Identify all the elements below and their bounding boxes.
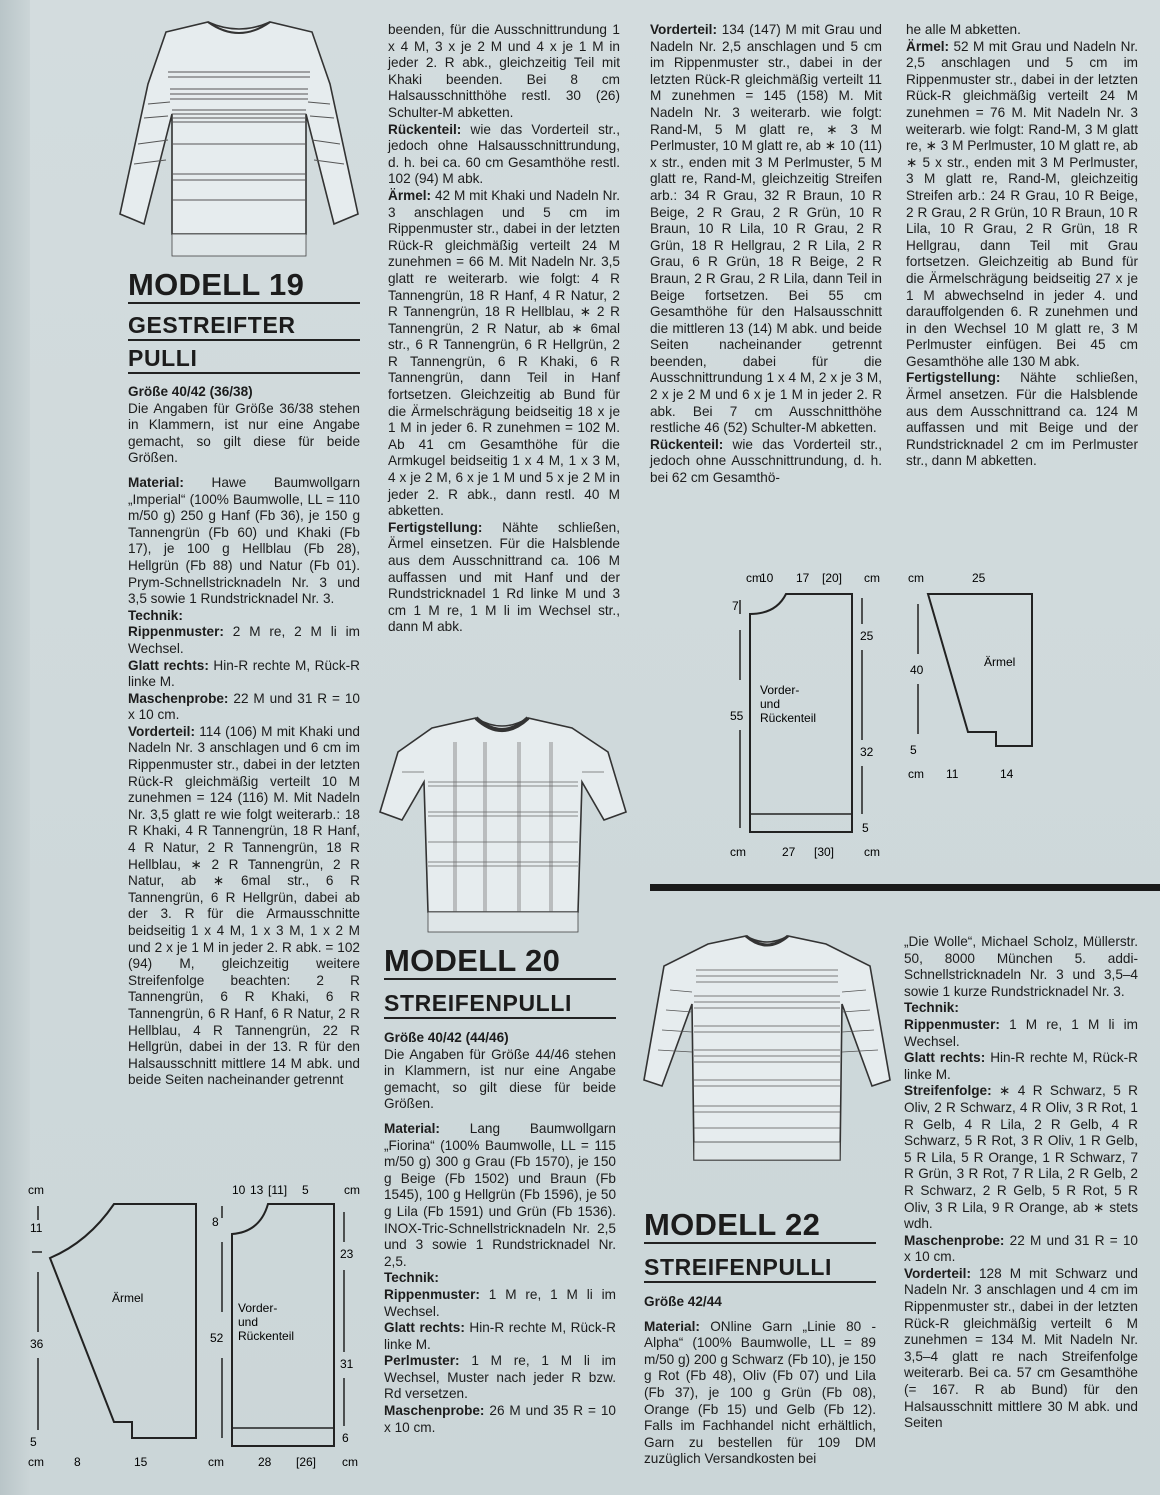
modell-20-technik-label: Technik: (384, 1270, 439, 1286)
modell-20-perl-label: Perlmuster: (384, 1353, 460, 1369)
modell-20-material: Lang Baumwollgarn „Fiorina“ (100% Baumwolle, LL = 115 m/50 g) 300 g Grau (Fb 1570), je 150 g Beige (Fb 1502) und Braun (Fb 1545), 100 g Hellgrün (Fb 1596), je 50 g Lila (Fb 1591) und Grün (Fb 1536). INOX-Tric-Schnellstricknadeln Nr. 2,5 und 3 sowie 1 Rundstricknadel Nr. 2,5. (384, 1120, 616, 1269)
sweater-22-illustration (636, 930, 898, 1170)
m19-body-label-1: Vorder- (238, 1301, 278, 1315)
modell-22-rippen: 1 M re, 1 M li im Wechsel. (904, 1016, 1138, 1049)
modell-20-perl: 1 M re, 1 M li im Wechsel, Muster nach jeder R bzw. Rd versetzen. (384, 1353, 616, 1402)
m20-body-right-bottom: 5 (862, 821, 869, 835)
m19-body-bottom-alt: [26] (296, 1455, 317, 1469)
modell-22-heading (644, 1208, 876, 1283)
modell-19-vorderteil-label: Vorderteil: (128, 723, 195, 739)
modell-20-glatt-label: Glatt rechts: (384, 1320, 465, 1336)
m20-body-t3: [20] (822, 571, 843, 585)
modell-22-material-label: Material: (644, 1318, 700, 1334)
modell-19-glatt: Hin-R rechte M, Rück-R linke M. (128, 657, 360, 690)
m19-body-bottom: 28 (258, 1455, 272, 1469)
m19-body-label-3: Rückenteil (238, 1329, 295, 1343)
modell-20-column-1 (384, 1030, 616, 1436)
modell-22-glatt-label: Glatt rechts: (904, 1050, 986, 1066)
modell-22-streifen: ∗ 4 R Schwarz, 5 R Oliv, 2 R Schwarz, 4 R Oliv, 3 R Rot, 1 R Gelb, 4 R Lila, 2 R Gelb, 4 R Schwarz, 5 R Rot, 3 R Oliv, 1 R Gelb, 5 R Lila, 5 R Orange, 1 R Schwarz, 7 R Grün, 3 R Rot, 7 R Lila, 2 R Gelb, 2 R Schwarz, 2 R Gelb, 5 R Rot, 5 R Oliv, 3 R Lila, 9 R Orange, ab ∗ stets wdh. (904, 1083, 1138, 1232)
m20-body-label-2: und (760, 697, 781, 711)
m19-sleeve-top: 11 (30, 1221, 43, 1235)
modell-20-material-label: Material: (384, 1120, 440, 1136)
m20-body-right-mid: 32 (860, 745, 874, 759)
modell-20-rippen-label: Rippenmuster: (384, 1286, 480, 1302)
m20-body-left-mid: 55 (730, 709, 744, 723)
m20-sleeve-w1: 11 (946, 767, 959, 781)
modell-19-heading (128, 268, 360, 374)
m20-sleeve-bottom: 5 (910, 743, 917, 757)
sweater-19-illustration (108, 14, 370, 266)
m20-body-label-1: Vorder- (760, 683, 800, 697)
m19-body-cm-top: cm (344, 1183, 360, 1197)
modell-19-rueckenteil-label: Rückenteil: (388, 121, 462, 137)
modell-20-column-3 (906, 22, 1138, 470)
modell-22-column-1 (644, 1294, 876, 1468)
m19-body-right-top: 23 (340, 1247, 354, 1261)
modell-19-subtitle-2: PULLI (128, 345, 360, 374)
modell-22-subtitle: STREIFENPULLI (644, 1254, 876, 1283)
modell-19-subtitle-1: GESTREIFTER (128, 312, 360, 341)
modell-20-column-2 (650, 22, 882, 487)
m20-sleeve-mid: 40 (910, 663, 924, 677)
modell-20-aermel-label: Ärmel: (906, 38, 950, 54)
m19-body-right-mid: 31 (340, 1357, 354, 1371)
modell-20-maschen: 26 M und 35 R = 10 x 10 cm. (384, 1403, 616, 1435)
m20-body-bottom-alt: [30] (814, 845, 835, 859)
modell-20-size: Größe 40/42 (44/46) (384, 1030, 509, 1045)
m19-sleeve-cm-bottom: cm (28, 1455, 44, 1469)
m20-sleeve-w2: 14 (1000, 767, 1014, 781)
modell-19-rippen: 2 M re, 2 M li im Wechsel. (128, 624, 360, 656)
modell-20-sleeve-schematic (904, 570, 1044, 784)
modell-19-material: Hawe Baumwollgarn „Imperial“ (100% Baumwolle, LL = 110 m/50 g) 250 g Hanf (Fb 36), je 150 g Tannengrün (Fb 60) und Khaki (Fb 17), je 100 g Hellblau (Fb 28), Hellgrün (Fb 88) und Natur (Fb 01). Prym-Schnellstricknadeln Nr. 3 und 3,5 sowie 1 Rundstricknadel Nr. 3. (128, 474, 361, 607)
modell-22-glatt: Hin-R rechte M, Rück-R linke M. (904, 1050, 1138, 1082)
modell-20-intro: Die Angaben für Größe 44/46 stehen in Klammern, ist nur eine Angabe gemacht, so gilt diese für beide Größen. (384, 1046, 616, 1112)
m19-sleeve-cm-top: cm (28, 1183, 44, 1197)
m19-body-cm-bottom-right: cm (342, 1455, 358, 1469)
modell-22-vorderteil-label: Vorderteil: (904, 1265, 971, 1281)
modell-19-rueckenteil: wie das Vorderteil str., jedoch ohne Halsausschnittrundung, d. h. bei ca. 60 cm Gesamthöhe restl. 102 (94) M abk. (388, 121, 620, 187)
modell-20-rueckenteil: wie das Vorderteil str., jedoch ohne Ausschnittrundung, d. h. bei 62 cm Gesamthö- (650, 436, 882, 486)
m20-body-t2: 17 (796, 571, 810, 585)
modell-20-glatt: Hin-R rechte M, Rück-R linke M. (384, 1320, 616, 1352)
modell-19-fertig: Nähte schließen, Ärmel einsetzen. Für die Halsblende aus dem Ausschnittrand ca. 106 M auffassen und mit Hanf und der Rundstricknadel 1 Rd linke M und 3 cm 1 M re, 1 M li im Wechsel str., dann M abk. (388, 519, 620, 635)
m20-body-t1: 10 (760, 571, 774, 585)
modell-19-size: Größe 40/42 (36/38) (128, 384, 253, 399)
modell-20-fertig-label: Fertigstellung: (906, 370, 1001, 386)
m19-body-t4: 5 (302, 1183, 309, 1197)
modell-22-col-right-1: „Die Wolle“, Michael Scholz, Müllerstr. 50, 8000 München 5. addi-Schnellstricknadeln Nr. 3 und 3,5–4 sowie 1 kurze Rundstricknadel Nr. 3. (904, 934, 1138, 999)
m19-body-t1: 10 (232, 1183, 246, 1197)
modell-20-fertig: Nähte schließen, Ärmel ansetzen. Für die Halsblende aus dem Ausschnittrand ca. 124 M auffassen und mit Beige und der Rundstricknadel 2 cm im Perlmuster str., dann M abketten. (906, 370, 1138, 469)
m20-sleeve-label: Ärmel (984, 655, 1016, 669)
m19-sleeve-w1: 8 (74, 1455, 81, 1469)
modell-22-rippen-label: Rippenmuster: (904, 1016, 1000, 1032)
m19-body-t3: [11] (268, 1183, 288, 1197)
modell-20-subtitle: STREIFENPULLI (384, 990, 616, 1019)
modell-20-title: MODELL 20 (384, 944, 616, 980)
modell-20-rueckenteil-label: Rückenteil: (650, 436, 724, 452)
m20-sleeve-cm-top: cm (908, 571, 924, 585)
modell-19-rippen-label: Rippenmuster: (128, 624, 224, 640)
modell-19-intro: Die Angaben für Größe 36/38 stehen in Klammern, ist nur eine Angabe gemacht, so gilt diese für beide Größen. (128, 400, 360, 466)
m20-body-bottom: 27 (782, 845, 796, 859)
modell-22-maschen-label: Maschenprobe: (904, 1232, 1005, 1248)
modell-19-material-label: Material: (128, 474, 184, 490)
modell-19-technik-label: Technik: (128, 607, 183, 623)
modell-19-col2: beenden, für die Ausschnittrundung 1 x 4 M, 3 x je 2 M und 4 x je 1 M in jeder 2. R abk., gleichzeitig Teil mit Khaki beenden. Bei 8 cm Halsausschnitthöhe restl. 30 (26) Schulter-M abketten. (388, 22, 620, 120)
m20-body-right-top: 25 (860, 629, 874, 643)
modell-19-glatt-label: Glatt rechts: (128, 657, 209, 673)
modell-19-maschen-label: Maschenprobe: (128, 690, 229, 706)
m20-body-label-3: Rückenteil (760, 711, 817, 725)
modell-22-streifen-label: Streifenfolge: (904, 1083, 992, 1099)
modell-22-size: Größe 42/44 (644, 1294, 722, 1309)
modell-19-aermel-label: Ärmel: (388, 187, 432, 203)
m20-body-left-top: 7 (732, 599, 739, 613)
m19-sleeve-label: Ärmel (112, 1291, 144, 1305)
modell-19-column-1 (128, 384, 360, 1089)
modell-19-column-2 (388, 22, 620, 636)
m19-sleeve-mid: 36 (30, 1337, 44, 1351)
m19-body-left-mid: 52 (210, 1331, 224, 1345)
modell-22-vorderteil: 128 M mit Schwarz und Nadeln Nr. 3 anschlagen und 4 cm im Rippenmuster str., dabei in der letzten Rück-R gleichmäßig verteilt 6 M zunehmen = 134 M. Mit Nadeln Nr. 3,5–4 glatt re nach Streifenfolge weiterarb. Bei ca. 57 cm Gesamthöhe (= 167. R ab Bund) für den Halsausschnitt mittlere 30 M abk. und Seiten (904, 1265, 1138, 1431)
m19-body-left-top: 8 (212, 1215, 219, 1229)
m19-body-right-bottom: 6 (342, 1431, 349, 1445)
modell-19-fertig-label: Fertigstellung: (388, 519, 483, 535)
modell-22-material: ONline Garn „Linie 80 - Alpha“ (100% Baumwolle, LL = 89 m/50 g) 200 g Schwarz (Fb 10), je 150 g Rot (Fb 48), Oliv (Fb 07) und Lila (Fb 37), je 100 g Grün (Fb 08), Orange (Fb 15) und Gelb (Fb 12). Falls im Fachhandel nicht erhältlich, Garn zu bestellen für 109 DM zuzüglich Versandkosten bei (644, 1318, 877, 1467)
m19-body-t2: 13 (250, 1183, 264, 1197)
m20-body-cm-bottom-right: cm (864, 845, 880, 859)
modell-20-heading (384, 944, 616, 1019)
modell-22-column-2 (904, 934, 1138, 1432)
modell-20-maschen-label: Maschenprobe: (384, 1403, 485, 1419)
modell-19-aermel: 42 M mit Khaki und Nadeln Nr. 3 anschlagen und 5 cm im Rippenmuster str., dabei in der letzten Rück-R gleichmäßig verteilt 24 M zunehmen = 66 M. Mit Nadeln Nr. 3,5 glatt re weiterarb. wie folgt: 4 R Tannengrün, 18 R Hanf, 4 R Natur, 2 R Tannengrün, 18 R Hellblau, ∗ 2 R Tannengrün, 2 R Natur, ab ∗ 6mal str., 6 R Tannengrün, 6 R Hellgrün, 2 R Tannengrün, 6 R Khaki, 6 R Tannengrün, dann Teil in Hanf fortsetzen. Gleichzeitig ab Bund für die Ärmelschrägung beidseitig 18 x je 1 M in jeder 6. R zunehmen = 102 M. Ab 41 cm Gesamthöhe für die Armkugel beidseitig 1 x 4 M, 1 x 3 M, 4 x je 2 M, 6 x je 1 M und 5 x je 2 M in jeder 2. R abk., dann restl. 40 M abketten. (388, 187, 620, 519)
modell-19-sleeve-schematic (28, 1182, 208, 1472)
modell-19-maschen: 22 M und 31 R = 10 x 10 cm. (128, 690, 360, 723)
m20-sleeve-top: 25 (972, 571, 986, 585)
modell-22-technik-label: Technik: (904, 1000, 959, 1016)
modell-19-body-schematic (206, 1182, 366, 1472)
section-divider (650, 884, 1160, 891)
m19-body-cm-bottom: cm (208, 1455, 224, 1469)
modell-19-title: MODELL 19 (128, 268, 360, 304)
modell-22-maschen: 22 M und 31 R = 10 x 10 cm. (904, 1232, 1138, 1265)
m20-body-cm-top: cm (746, 571, 762, 585)
m20-sleeve-cm-bottom: cm (908, 767, 924, 781)
modell-20-col4: he alle M abketten. (906, 22, 1021, 37)
sweater-20-illustration (372, 712, 634, 942)
modell-22-title: MODELL 22 (644, 1208, 876, 1244)
modell-20-body-schematic (726, 570, 886, 860)
page-edge (0, 0, 30, 1495)
m19-sleeve-w2: 15 (134, 1455, 148, 1469)
m20-body-cm-bottom: cm (730, 845, 746, 859)
m19-body-label-2: und (238, 1315, 259, 1329)
m20-body-cm-top-right: cm (864, 571, 880, 585)
modell-19-vorderteil: 114 (106) M mit Khaki und Nadeln Nr. 3 anschlagen und 6 cm im Rippenmuster str., dabei in der letzten Rück-R gleichmäßig verteilt 10 M zunehmen = 124 (116) M. Mit Nadeln Nr. 3,5 glatt re wie folgt weiterarb.: 18 R Khaki, 4 R Tannengrün, 18 R Hanf, 4 R Natur, 2 R Tannengrün, 18 R Hellblau, ∗ 2 R Tannengrün, 2 R Natur, ab ∗ 6mal str., 6 R Tannengrün, 6 R Hellgrün, dabei ab der 3. R für die Armausschnitte beidseitig 1 x 4 M, 1 x 3 M, 1 x 2 M und 2 x je 1 M in jeder 2. R abk. = 102 (94) M, gleichzeitig weitere Streifenfolge beachten: 2 R Tannengrün, 6 R Khaki, 6 R Tannengrün, 6 R Hanf, 6 R Natur, 2 R Hellblau, 4 R Tannengrün, 22 R Hellgrün, dabei in der 13. R für den Halsausschnitt mittlere 14 M abk. und beide Seiten nacheinander getrennt (128, 723, 360, 1088)
modell-20-aermel: 52 M mit Grau und Nadeln Nr. 2,5 anschlagen und 5 cm im Rippenmuster str., dabei in der letzten Rück-R gleichmäßig verteilt 24 M zunehmen = 76 M. Mit Nadeln Nr. 3 weiterarb. wie folgt: Rand-M, 3 M glatt re, ∗ 3 M Perlmuster, 10 M glatt re, ab ∗ 5 x str., enden mit 3 M Perlmuster, 3 M glatt re, Rand-M, gleichzeitig Streifen arb.: 24 R Grau, 10 R Beige, 2 R Grau, 2 R Grün, 10 R Braun, 10 R Lila, 10 R Grau, 2 R Grün, 18 R Hellgrau, dann Teil mit Grau fortsetzen. Gleichzeitig ab Bund für die Ärmelschrägung beidseitig 27 x je 1 M abwechselnd in jeder 4. und darauffolgenden 6. R zunehmen und in den Wechsel 10 M glatt re, 3 M Perlmuster einfügen. Bei 45 cm Gesamthöhe alle 130 M abk. (906, 38, 1138, 369)
modell-20-rippen: 1 M re, 1 M li im Wechsel. (384, 1286, 616, 1319)
m19-sleeve-bottom: 5 (30, 1435, 37, 1449)
modell-20-vorderteil-label: Vorderteil: (650, 22, 717, 37)
modell-20-vorderteil: 134 (147) M mit Grau und Nadeln Nr. 2,5 anschlagen und 5 cm im Rippenmuster str., dabei in der letzten Rück-R gleichmäßig verteilt 11 M zunehmen = 145 (158) M. Mit Nadeln Nr. 3 weiterarb. wie folgt: Rand-M, 5 M glatt re, ∗ 3 M Perlmuster, 10 M glatt re, ab ∗ 10 (11) x str., enden mit 3 M Perlmuster, 5 M glatt re, Rand-M, gleichzeitig Streifen arb.: 34 R Grau, 32 R Braun, 10 R Beige, 2 R Grau, 2 R Grün, 10 R Braun, 10 R Lila, 10 R Grau, 2 R Grün, 18 R Hellgrau, 2 R Lila, 2 R Grau, 6 R Grün, 18 R Beige, 2 R Braun, 2 R Grau, 2 R Lila, dann Teil in Beige fortsetzen. Bei 55 cm Gesamthöhe für den Halsausschnitt die mittleren 13 (14) M abk. und beide Seiten nacheinander getrennt beenden, dabei für die Ausschnittrundung 1 x 4 M, 2 x je 3 M, 2 x je 2 M und 6 x je 1 M in jeder 2. R abk. Bei 7 cm Ausschnitthöhe restliche 46 (52) Schulter-M abketten. (650, 22, 882, 436)
